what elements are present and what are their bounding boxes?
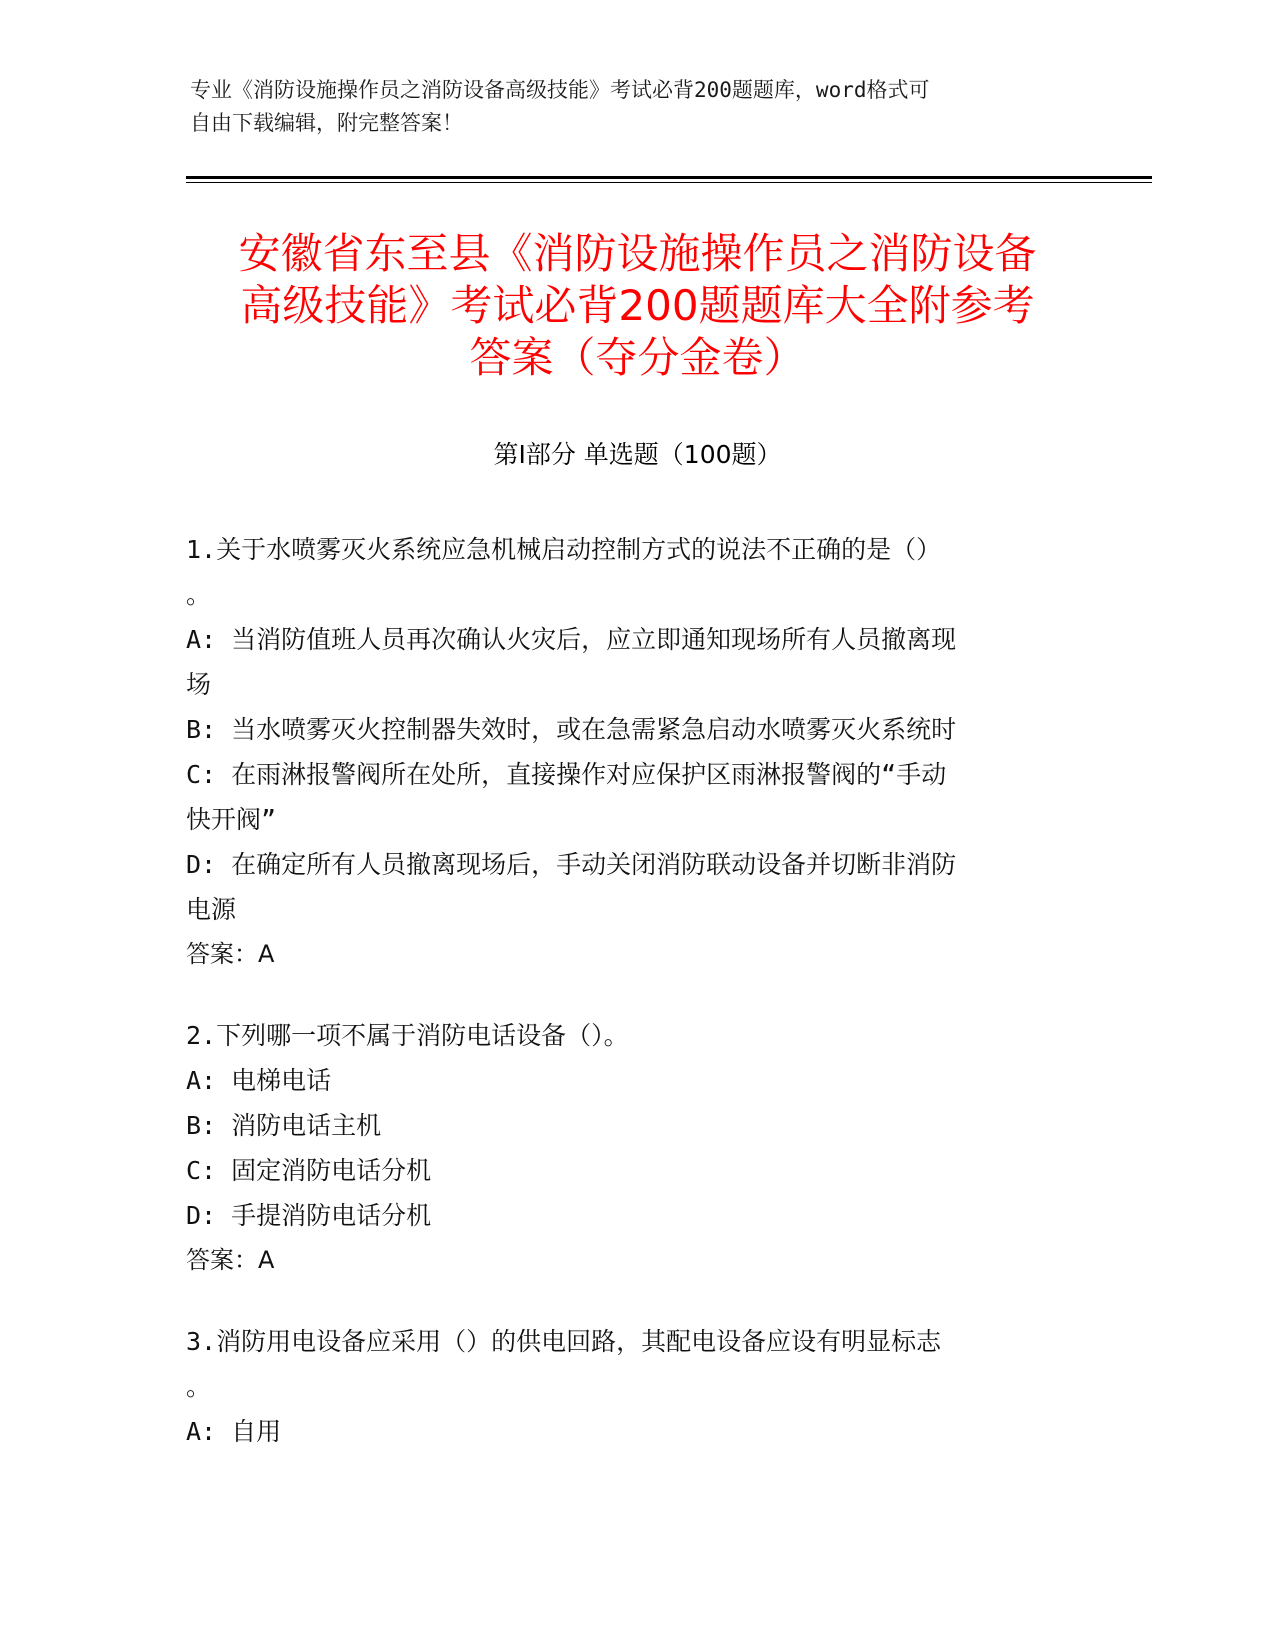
option-a: A: 电梯电话 bbox=[186, 1066, 332, 1095]
option-a: A: 自用 bbox=[186, 1417, 282, 1446]
answer: 答案：A bbox=[186, 1246, 275, 1274]
question-stem: 2.下列哪一项不属于消防电话设备（）。 bbox=[186, 1021, 629, 1050]
header-note-line-2: 自由下载编辑，附完整答案！ bbox=[190, 111, 463, 135]
question-1 bbox=[186, 527, 1076, 977]
option-b: B: 当水喷雾灭火控制器失效时，或在急需紧急启动水喷雾灭火系统时 bbox=[186, 715, 957, 744]
question-stem-continued: 。 bbox=[186, 1372, 212, 1401]
option-b: B: 消防电话主机 bbox=[186, 1111, 382, 1140]
option-c: C: 固定消防电话分机 bbox=[186, 1156, 432, 1185]
option-d: D: 在确定所有人员撤离现场后，手动关闭消防联动设备并切断非消防 bbox=[186, 850, 957, 879]
question-stem-continued: 。 bbox=[186, 580, 212, 609]
header-divider-thin bbox=[186, 182, 1152, 183]
option-d-continued: 电源 bbox=[186, 895, 237, 924]
document-title-line-2: 高级技能》考试必背200题题库大全附参考 bbox=[240, 281, 1035, 330]
section-title: 第Ⅰ部分 单选题（100题） bbox=[493, 440, 782, 469]
option-a: A: 当消防值班人员再次确认火灾后，应立即通知现场所有人员撤离现 bbox=[186, 625, 957, 654]
option-a-continued: 场 bbox=[186, 670, 212, 699]
header-note-line-1: 专业《消防设施操作员之消防设备高级技能》考试必背200题题库，word格式可 bbox=[190, 78, 930, 102]
option-c-continued: 快开阀” bbox=[186, 805, 277, 834]
question-3 bbox=[186, 1319, 1076, 1454]
option-d: D: 手提消防电话分机 bbox=[186, 1201, 432, 1230]
question-2 bbox=[186, 1013, 1076, 1283]
question-list bbox=[186, 527, 1076, 1490]
answer: 答案：A bbox=[186, 940, 275, 968]
option-c: C: 在雨淋报警阀所在处所，直接操作对应保护区雨淋报警阀的“手动 bbox=[186, 760, 947, 789]
header-note bbox=[190, 74, 1090, 140]
question-stem: 3.消防用电设备应采用（）的供电回路，其配电设备应设有明显标志 bbox=[186, 1327, 942, 1356]
document-title-line-3: 答案（夺分金卷） bbox=[469, 333, 806, 382]
document-title bbox=[190, 228, 1085, 384]
header-divider-thick bbox=[186, 176, 1152, 179]
document-title-line-1: 安徽省东至县《消防设施操作员之消防设备 bbox=[238, 229, 1037, 278]
question-stem: 1.关于水喷雾灭火系统应急机械启动控制方式的说法不正确的是（） bbox=[186, 535, 942, 564]
